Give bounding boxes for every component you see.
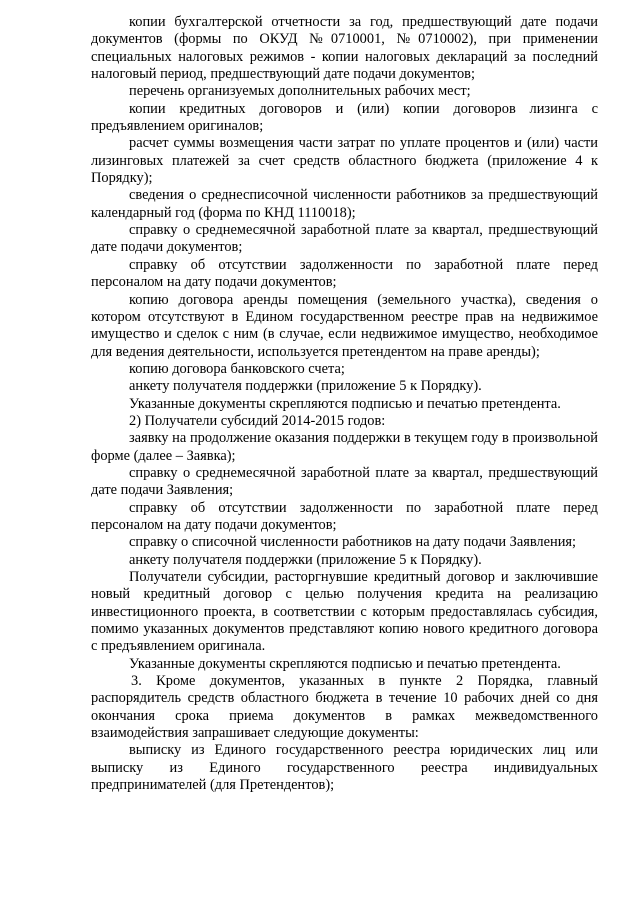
paragraph: справку о среднемесячной заработной плате за квартал, предшествующий дате подачи Заявления;: [91, 464, 598, 499]
paragraph: анкету получателя поддержки (приложение 5 к Порядку).: [129, 378, 482, 395]
paragraph: копию договора банковского счета;: [129, 360, 345, 377]
paragraph: копию договора аренды помещения (земельного участка), сведения о котором отсутствуют в Едином государственном реестре прав на недвижимое имущество и сделок с ним (в случае, если недвижимое имущество, необходимое для ведения деятельности, используется претендентом на праве аренды);: [91, 291, 598, 360]
paragraph: Указанные документы скрепляются подписью и печатью претендента.: [129, 655, 561, 672]
paragraph: перечень организуемых дополнительных рабочих мест;: [129, 83, 471, 100]
paragraph: анкету получателя поддержки (приложение 5 к Порядку).: [129, 551, 482, 568]
paragraph: копии кредитных договоров и (или) копии договоров лизинга с предъявлением оригиналов;: [91, 100, 598, 135]
paragraph: справку об отсутствии задолженности по заработной плате перед персоналом на дату подачи документов;: [91, 499, 598, 533]
paragraph: копии бухгалтерской отчетности за год, предшествующий дате подачи документов (формы по ОКУД №0710001, №0710002), при применении специальных налоговых режимов - копии налоговых деклараций за последний налоговый период, предшествующий дате подачи документов;: [91, 14, 598, 83]
paragraph: сведения о среднесписочной численности работников за предшествующий календарный год (форма по КНД 1110018);: [91, 187, 598, 221]
section-heading: 2) Получатели субсидий 2014-2015 годов:: [129, 412, 386, 429]
paragraph: Получатели субсидии, расторгнувшие кредитный договор и заключившие новый кредитный договор с целью получения кредита на реализацию инвестиционного проекта, в соответствии с которым предоставлялась субсидия, помимо указанных документов представляют копию нового кредитного договора с предъявлением оригинала.: [91, 569, 598, 655]
paragraph: справку о списочной численности работников на дату подачи Заявления;: [129, 534, 577, 551]
section-heading: 3. Кроме документов, указанных в пункте 2 Порядка, главный распорядитель средств областного бюджета в течение 10 рабочих дней со дня окончания срока приема документов в рамках межведомственного взаимодействия запрашивает следующие документы:: [91, 673, 598, 742]
paragraph: расчет суммы возмещения части затрат по уплате процентов и (или) части лизинговых платежей за счет средств областного бюджета (приложение 4 к Порядку);: [91, 135, 598, 187]
paragraph: Указанные документы скрепляются подписью и печатью претендента.: [129, 395, 561, 412]
paragraph: выписку из Единого государственного реестра юридических лиц или выписку из Единого государственного реестра индивидуальных предпринимателей (для Претендентов);: [91, 742, 598, 794]
paragraph: справку об отсутствии задолженности по заработной плате перед персоналом на дату подачи документов;: [91, 256, 598, 291]
paragraph: заявку на продолжение оказания поддержки в текущем году в произвольной форме (далее – Заявка);: [91, 430, 598, 464]
paragraph: справку о среднемесячной заработной плате за квартал, предшествующий дате подачи документов;: [91, 222, 598, 256]
